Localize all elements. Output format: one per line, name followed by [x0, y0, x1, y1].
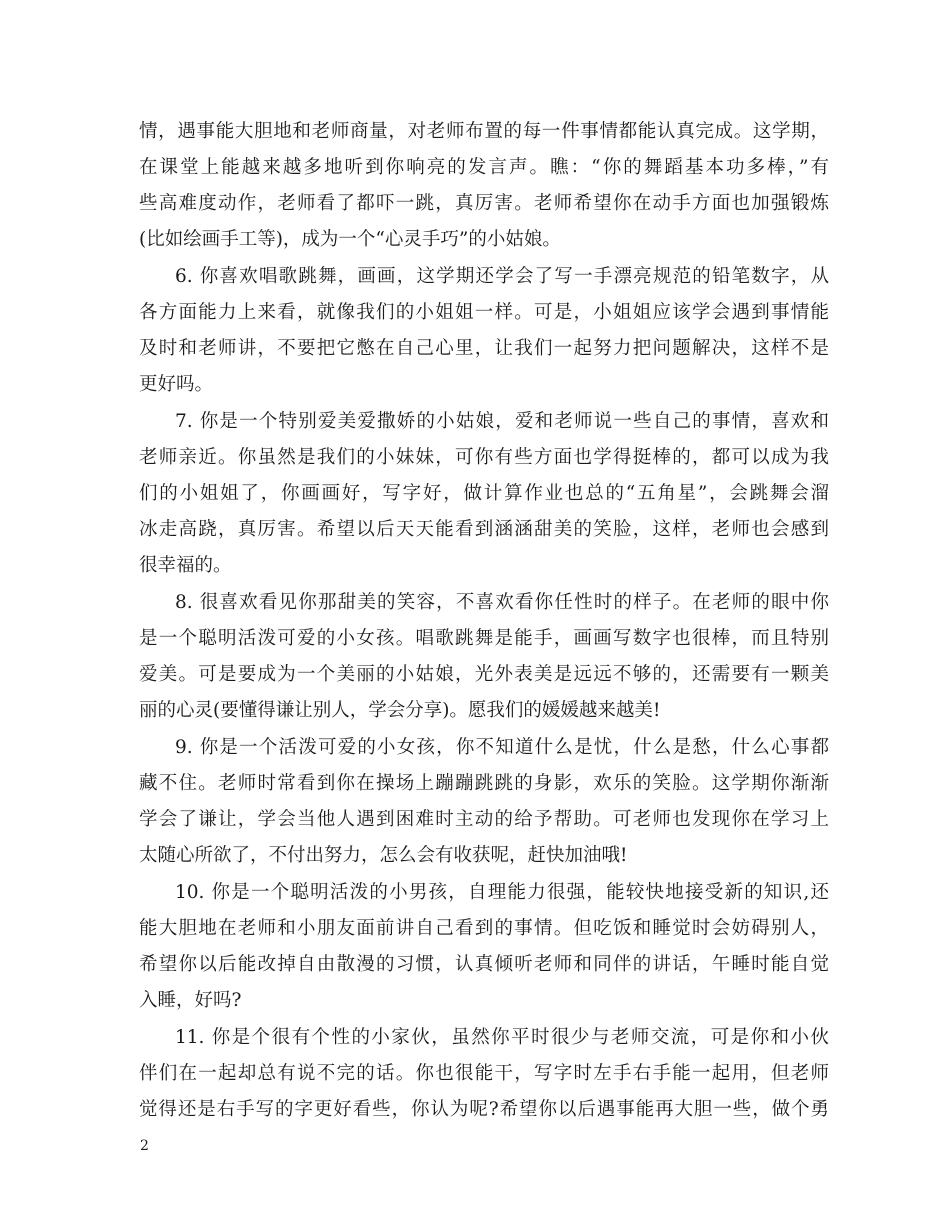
- text-line: 太随心所欲了，不付出努力，怎么会有收获呢，赶快加油哦!: [139, 845, 628, 866]
- paragraph-start-line: 8. 很喜欢看见你那甜美的笑容，不喜欢看你任性时的样子。在老师的眼中你: [175, 592, 829, 613]
- text-line: 入睡，好吗?: [139, 990, 242, 1011]
- text-line: 各方面能力上来看，就像我们的小姐姐一样。可是，小姐姐应该学会遇到事情能: [139, 302, 829, 323]
- text-line: 在课堂上能越来越多地听到你响亮的发言声。瞧：“你的舞蹈基本功多棒，”有: [139, 157, 829, 178]
- text-line: 冰走高跷，真厉害。希望以后天天能看到涵涵甜美的笑脸，这样，老师也会感到: [139, 519, 829, 540]
- text-line: 丽的心灵(要懂得谦让别人，学会分享)。愿我们的媛媛越来越美!: [139, 700, 661, 721]
- paragraph-start-line: 6. 你喜欢唱歌跳舞，画画，这学期还学会了写一手漂亮规范的铅笔数字，从: [175, 266, 829, 287]
- text-line: 学会了谦让，学会当他人遇到困难时主动的给予帮助。可老师也发现你在学习上: [139, 809, 829, 830]
- text-line: 藏不住。老师时常看到你在操场上蹦蹦跳跳的身影，欢乐的笑脸。这学期你渐渐: [139, 773, 829, 794]
- text-line: 老师亲近。你虽然是我们的小妹妹，可你有些方面也学得挺棒的，都可以成为我: [139, 447, 829, 468]
- text-line: 爱美。可是要成为一个美丽的小姑娘，光外表美是远远不够的，还需要有一颗美: [139, 664, 829, 685]
- text-line: 是一个聪明活泼可爱的小女孩。唱歌跳舞是能手，画画写数字也很棒，而且特别: [139, 628, 829, 649]
- text-line: 觉得还是右手写的字更好看些，你认为呢?希望你以后遇事能再大胆一些，做个勇: [139, 1099, 829, 1120]
- text-line: 希望你以后能改掉自由散漫的习惯，认真倾听老师和同伴的讲话，午睡时能自觉: [139, 954, 829, 975]
- paragraph-start-line: 7. 你是一个特别爱美爱撒娇的小姑娘，爱和老师说一些自己的事情，喜欢和: [175, 411, 829, 432]
- page-number: 2: [140, 1138, 149, 1154]
- text-line: 能大胆地在老师和小朋友面前讲自己看到的事情。但吃饭和睡觉时会妨碍别人，: [139, 918, 829, 939]
- text-line: 更好吗。: [139, 374, 214, 395]
- text-line: 及时和老师讲，不要把它憋在自己心里，让我们一起努力把问题解决，这样不是: [139, 338, 829, 359]
- text-line: 情，遇事能大胆地和老师商量，对老师布置的每一件事情都能认真完成。这学期，: [139, 121, 829, 142]
- text-line: (比如绘画手工等)，成为一个“心灵手巧”的小姑娘。: [139, 229, 561, 250]
- paragraph-start-line: 9. 你是一个活泼可爱的小女孩，你不知道什么是忧，什么是愁，什么心事都: [175, 737, 829, 758]
- text-line: 伴们在一起却总有说不完的话。你也很能干，写字时左手右手能一起用，但老师: [139, 1063, 829, 1084]
- text-line: 们的小姐姐了，你画画好，写字好，做计算作业也总的“五角星”，会跳舞会溜: [139, 483, 829, 504]
- text-line: 些高难度动作，老师看了都吓一跳，真厉害。老师希望你在动手方面也加强锻炼: [139, 193, 829, 214]
- text-line: 很幸福的。: [139, 555, 232, 576]
- paragraph-start-line: 11. 你是个很有个性的小家伙，虽然你平时很少与老师交流，可是你和小伙: [175, 1027, 829, 1048]
- paragraph-start-line: 10. 你是一个聪明活泼的小男孩，自理能力很强，能较快地接受新的知识,还: [175, 882, 829, 903]
